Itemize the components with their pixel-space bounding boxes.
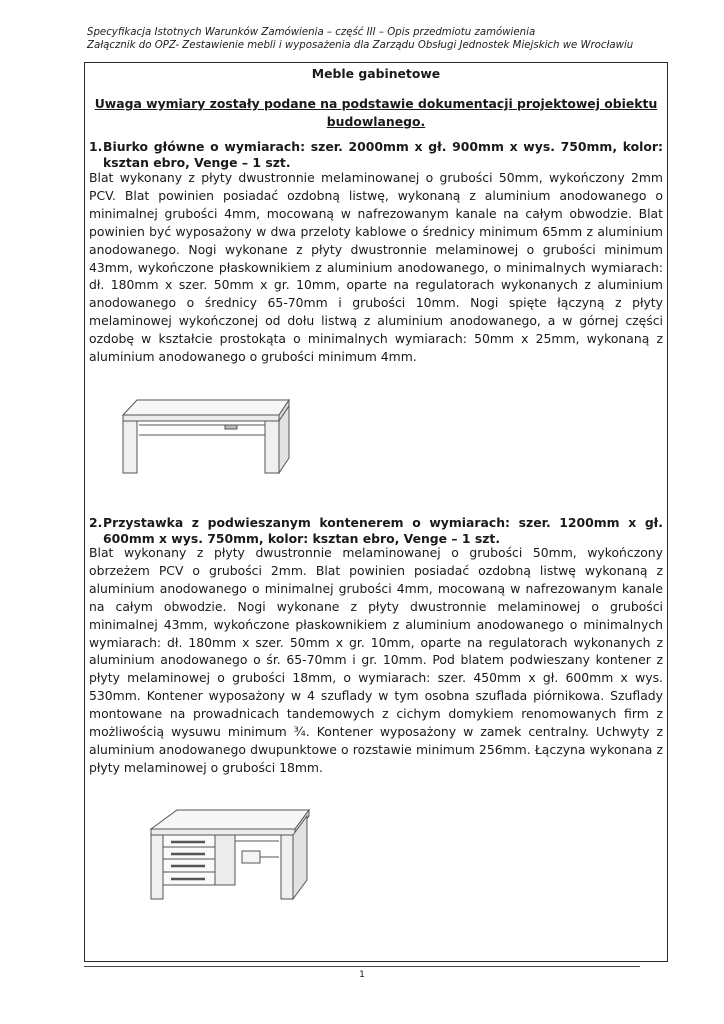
item-2-description: Blat wykonany z płyty dwustronnie melaminowanej o grubości 50mm, wykończony obrzeżem PCV o grubości 2mm. Blat powinien posiadać ozdobną listwę wykonaną z aluminium anodowanego o minimalnej grubości 4mm, mocowaną w nafrezowanym kanale na całym obwodzie. Nogi wykonane z płyty dwustronnie melaminowej o grubości minimalnej 43mm, wykończone płaskownikiem z aluminium anodowanego o minimalnych wymiarach: dł. 180mm x szer. 50mm x gr. 10mm, oparte na regulatorach wykonanych z aluminium anodowanego o śr. 65-70mm i gr. 10mm. Pod blatem podwieszany kontener z płyty melaminowej o grubości 18mm, o wymiarach: szer. 450mm x gł. 600mm x wys. 530mm. Kontener wyposażony w 4 szuflady w tym osobna szuflada piórnikowa. Szuflady montowane na prowadnicach tandemowych z cichym domykiem renomowanych firm z możliwością wysuwu minimum ¾. Kontener wyposażony w zamek centralny. Uchwyty z aluminium anodowanego dwupunktowe o rozstawie minimum 256mm. Łączyna wykonana z płyty melaminowej o grubości 18mm. [89,545,663,775]
document-header-line-1: Specyfikacja Istotnych Warunków Zamówienia – część III – Opis przedmiotu zamówienia [87,27,536,38]
item-1-title: Biurko główne o wymiarach: szer. 2000mm x gł. 900mm x wys. 750mm, kolor: ksztan ebro, Venge – 1 szt. [103,139,663,170]
item-1-number: 1. [89,139,103,154]
item-2-title: Przystawka z podwieszanym kontenerem o wymiarach: szer. 1200mm x gł. 600mm x wys. 750mm, kolor: ksztan ebro, Venge – 1 szt. [103,515,663,546]
item-2-heading [89,515,663,547]
document-header-line-2: Załącznik do OPZ- Zestawienie mebli i wyposażenia dla Zarządu Obsługi Jednostek Miejskich we Wrocławiu [87,40,634,51]
desk-illustration [119,395,299,477]
item-2-number: 2. [89,515,103,530]
footer-divider [84,966,640,967]
item-1-description: Blat wykonany z płyty dwustronnie melaminowanej o grubości 50mm, wykończony 2mm PCV. Blat powinien posiadać ozdobną listwę, wykonaną z aluminium anodowanego o minimalnej grubości 4mm, mocowaną w nafrezowanym kanale na całym obwodzie. Blat powinien być wyposażony w dwa przeloty kablowe o średnicy minimum 65mm z aluminium anodowanego. Nogi wykonane z płyty dwustronnie melaminowej o grubości minimum 43mm, wykończone płaskownikiem z aluminium anodowanego, o minimalnych wymiarach: dł. 180mm x szer. 50mm x gr. 10mm, oparte na regulatorach wykonanych z aluminium anodowanego o średnicy 65-70mm i grubości 10mm. Nogi spięte łączyną z płyty melaminowej wykończonej od dołu listwą z aluminium anodowanego, a w górnej części ozdobę w kształcie prostokąta o minimalnych wymiarach: 50mm x 25mm, wykonaną z aluminium anodowanego o grubości minimum 4mm. [89,170,663,365]
extension-desk-illustration [147,805,327,905]
content-frame [84,62,668,962]
page-number: 1 [359,970,365,980]
section-title: Meble gabinetowe [311,66,441,81]
item-1-heading [89,139,663,171]
dimensions-note: Uwaga wymiary zostały podane na podstawie dokumentacji projektowej obiektu budowlanego. [94,96,658,129]
